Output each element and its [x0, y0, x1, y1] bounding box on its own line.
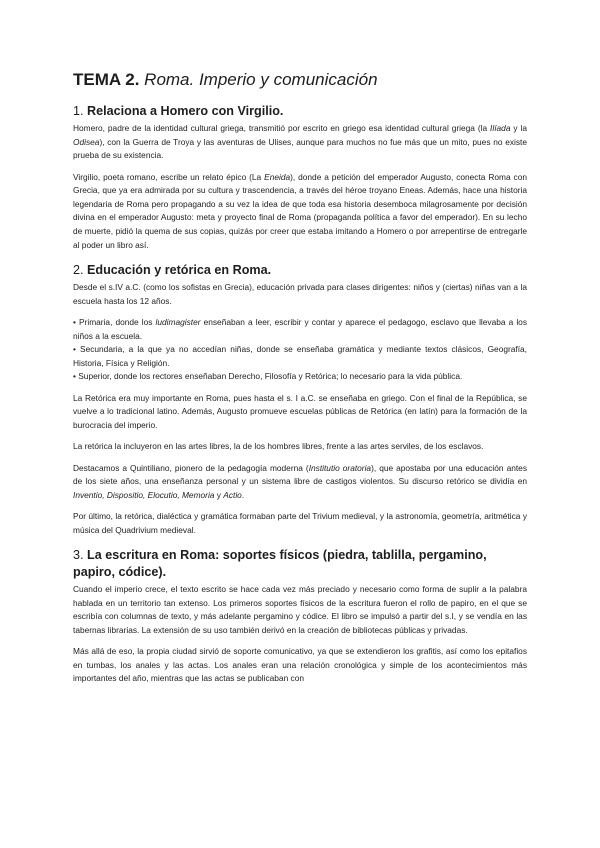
paragraph-artes-libres: La retórica la incluyeron en las artes libres, la de los hombres libres, frente a las artes serviles, de los esclavos.	[73, 441, 484, 452]
section-1-heading	[73, 103, 527, 120]
section-1-number: 1.	[73, 104, 84, 119]
title-prefix: TEMA 2.	[73, 70, 140, 89]
title-subject: Roma. Imperio y comunicación	[139, 70, 378, 89]
section-2-title: Educación y retórica en Roma.	[87, 263, 272, 278]
paragraph-escritura: Cuando el imperio crece, el texto escrito se hace cada vez más preciado y necesario como forma de suplir a la palabra hablada en un territorio tan extenso. Los primeros soportes físicos de la escritura fueron el rollo de papiro, en el que se escribía con columnas de texto, y más adelante pergamino y códice. El libro se impulsó a partir del s.I, y se vendía en las tabernas librarias. La extensión de su uso también derivó en la creación de bibliotecas públicas y privadas.	[73, 584, 527, 635]
section-3-heading	[73, 547, 527, 581]
bullet-secundaria: • Secundaria, a la que ya no accedían niñas, donde se enseñaba gramática y mediante textos clásicos, Geografía, Historia, Física y Religión.	[73, 344, 527, 368]
paragraph-retorica: La Retórica era muy importante en Roma, pues hasta el s. I a.C. se enseñaba en griego. Con el final de la República, se vuelve a lo tradicional latino. Además, Augusto promueve escuelas públicas de Retórica (en latín) para la formación de la burocracia del imperio.	[73, 392, 527, 430]
bullet-primaria: • Primaria, donde los ludimagister enseñaban a leer, escribir y contar y aparece el pedagogo, esclavo que llevaba a los niños a la escuela.	[73, 317, 527, 341]
section-2-heading	[73, 262, 527, 279]
section-2-number: 2.	[73, 263, 84, 278]
page-title	[73, 70, 527, 90]
paragraph-education-intro: Desde el s.IV a.C. (como los sofistas en Grecia), educación privada para clases dirigentes: niños y (ciertas) niñas van a la escuela hasta los 12 años.	[73, 282, 527, 306]
paragraph-trivium: Por último, la retórica, dialéctica y gramática formaban parte del Trivium medieval, y la astronomía, geometría, aritmética y música del Quadrivium medieval.	[73, 511, 527, 535]
paragraph-ciudad: Más allá de eso, la propia ciudad sirvió de soporte comunicativo, ya que se extendieron los grafitis, así como los epitafios en tumbas, los anales y las actas. Los anales eran una relación cronológica y simple de los acontecimientos más importantes del año, mientras que las actas se publicaban con	[73, 646, 527, 684]
bullet-superior: • Superior, donde los rectores enseñaban Derecho, Filosofía y Retórica; lo necesario para la vida pública.	[73, 371, 463, 382]
paragraph-virgilio: Virgilio, poeta romano, escribe un relato épico (La Eneida), donde a petición del emperador Augusto, conecta Roma con Grecia, que ya era admirada por su cultura y trascendencia, a través del héroe troyano Eneas. Además, hace una historia legendaria de Roma pero propagando a su vez la idea de que toda esa historia desemboca milagrosamente por decisión divina en el emperador Augusto: meta y proyecto final de Roma (propaganda política a favor del emperador). En su lecho de muerte, pidió la quema de sus copias, quizás por creer que estaba imitando a Homero o por arrepentirse de entregarle al poder un libro así.	[73, 171, 527, 250]
section-3-title: La escritura en Roma: soportes físicos (piedra, tablilla, pergamino, papiro, códice).	[73, 548, 487, 580]
section-1-title: Relaciona a Homero con Virgilio.	[87, 104, 284, 119]
paragraph-quintiliano: Destacamos a Quintiliano, pionero de la pedagogía moderna (Institutio oratoria), que apostaba por una educación antes de los siete años, una enseñanza personal y un sistema libre de castigos violentos. Su discurso retórico se dividía en Inventio, Dispositio, Elocutio, Memoria y Actio.	[73, 462, 527, 500]
paragraph-homero: Homero, padre de la identidad cultural griega, transmitió por escrito en griego esa identidad cultural griega (la Ilíada y la Odisea), con la Guerra de Troya y las aventuras de Ulises, aunque para muchos no fue más que un mito, pues no existe prueba de su existencia.	[73, 123, 527, 161]
section-3-number: 3.	[73, 548, 84, 563]
